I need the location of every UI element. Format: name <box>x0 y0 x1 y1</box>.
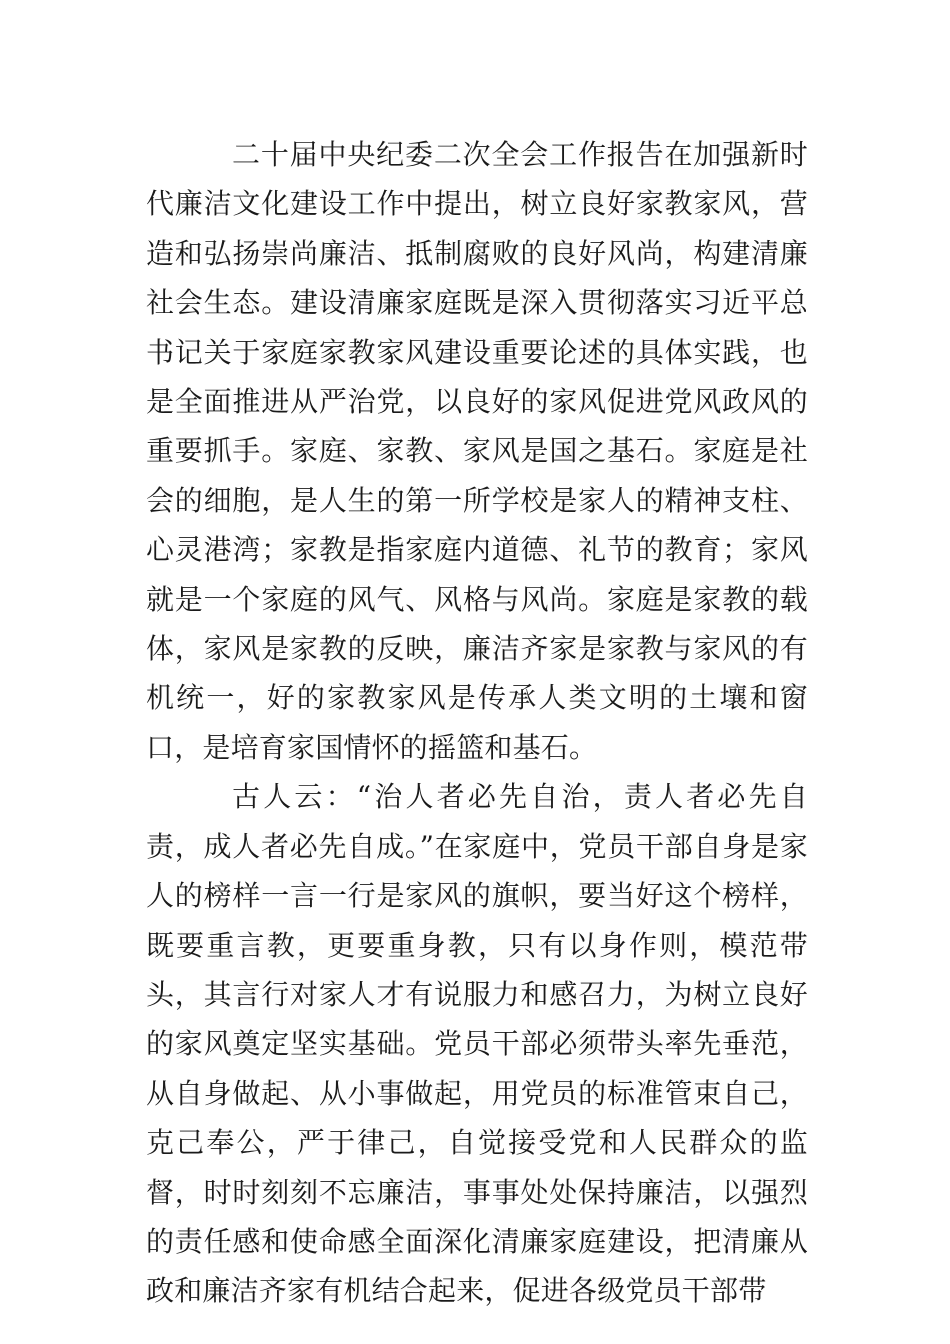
body-text <box>146 130 808 1316</box>
paragraph-2: 古人云：“治人者必先自治，责人者必先自责，成人者必先自成。”在家庭中，党员干部自身是家人的榜样一言一行是家风的旗帜，要当好这个榜样，既要重言教，更要重身教，只有以身作则，模范带头，其言行对家人才有说服力和感召力，为树立良好的家风奠定坚实基础。党员干部必须带头率先垂范，从自身做起、从小事做起，用党员的标准管束自己，克己奉公，严于律己，自觉接受党和人民群众的监督，时时刻刻不忘廉洁，事事处处保持廉洁，以强烈的责任感和使命感全面深化清廉家庭建设，把清廉从政和廉洁齐家有机结合起来，促进各级党员干部带 <box>146 780 808 1308</box>
paragraph-1: 二十届中央纪委二次全会工作报告在加强新时代廉洁文化建设工作中提出，树立良好家教家风，营造和弘扬崇尚廉洁、抵制腐败的良好风尚，构建清廉社会生态。建设清廉家庭既是深入贯彻落实习近平总书记关于家庭家教家风建设重要论述的具体实践，也是全面推进从严治党，以良好的家风促进党风政风的重要抓手。家庭、家教、家风是国之基石。家庭是社会的细胞，是人生的第一所学校是家人的精神支柱、心灵港湾；家教是指家庭内道德、礼节的教育；家风就是一个家庭的风气、风格与风尚。家庭是家教的载体，家风是家教的反映，廉洁齐家是家教与家风的有机统一，好的家教家风是传承人类文明的土壤和窗口，是培育家国情怀的摇篮和基石。 <box>146 138 808 764</box>
